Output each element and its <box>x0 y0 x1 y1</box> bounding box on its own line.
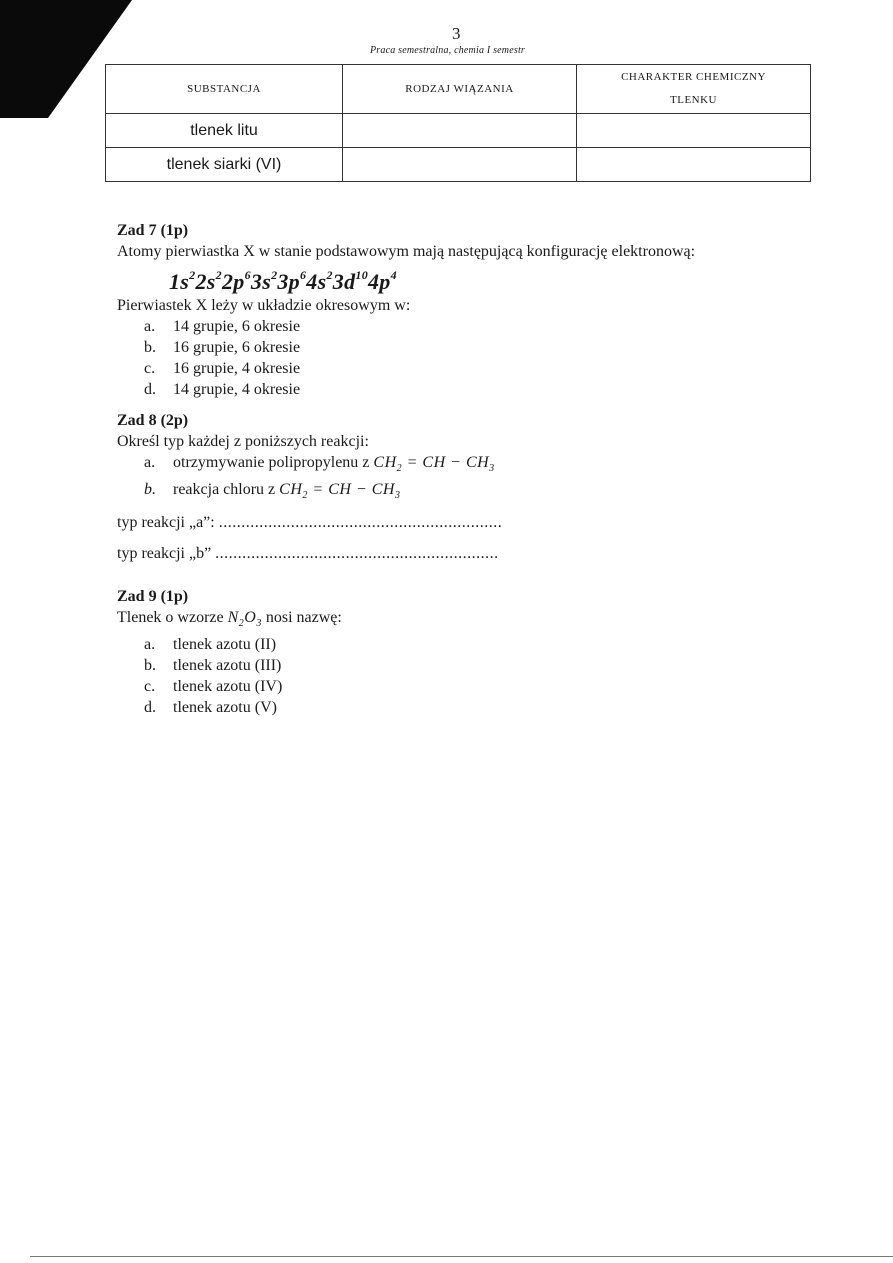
table-row <box>106 114 811 148</box>
task-7 <box>117 220 695 400</box>
task-9 <box>117 586 342 718</box>
cell-bond-type[interactable] <box>343 148 577 182</box>
column-header-character-line1: CHARAKTER CHEMICZNY <box>621 71 766 83</box>
answer-line-a[interactable]: typ reakcji „a”: ............................................................... <box>117 514 503 531</box>
electron-configuration: $1s^22s^22p^63s^23p^64s^23d^{10}4p^4$ <box>169 268 397 294</box>
option-b[interactable]: b. tlenek azotu (III) <box>144 657 282 675</box>
answer-line-b[interactable]: typ reakcji „b” ............................................................... <box>117 545 499 562</box>
reaction-item-a: a. otrzymywanie polipropylenu z $CH_2$ = CH − $CH_3$ <box>144 454 495 475</box>
footer-rule <box>30 1256 893 1257</box>
reaction-item-b: b. reakcja chloru z $CH_2$ = CH − $CH_3$ <box>144 481 401 502</box>
task-9-options <box>117 634 342 718</box>
task-8-title: Zad 8 (2p) <box>117 412 189 429</box>
task-9-title: Zad 9 (1p) <box>117 588 189 605</box>
cell-bond-type[interactable] <box>343 114 577 148</box>
oxides-table <box>105 64 811 182</box>
task-7-prompt: Pierwiastek X leży w układzie okresowym w: <box>117 297 411 314</box>
option-c[interactable]: c. tlenek azotu (IV) <box>144 678 283 696</box>
column-header-character-line2: TLENKU <box>670 94 717 106</box>
column-header-character <box>577 65 811 114</box>
column-header-substance: SUBSTANCJA <box>106 65 343 114</box>
option-d[interactable]: d. tlenek azotu (V) <box>144 699 277 717</box>
option-b[interactable]: b. 16 grupie, 6 okresie <box>144 339 301 356</box>
cell-character[interactable] <box>577 114 811 148</box>
option-c[interactable]: c. 16 grupie, 4 okresie <box>144 360 301 377</box>
cell-substance: tlenek siarki (VI) <box>106 148 343 182</box>
option-a[interactable]: a. 14 grupie, 6 okresie <box>144 318 301 335</box>
task-7-question: Atomy pierwiastka X w stanie podstawowym mają następującą konfigurację elektronową: <box>117 243 696 260</box>
propene-formula: $CH_2$ = CH − $CH_3$ <box>373 454 495 475</box>
option-d[interactable]: d. 14 grupie, 4 okresie <box>144 381 301 398</box>
task-9-question: Tlenek o wzorze $N_2O_3$ nosi nazwę: <box>117 609 342 630</box>
cell-substance: tlenek litu <box>106 114 343 148</box>
task-8 <box>117 410 495 506</box>
n2o3-formula: $N_2O_3$ <box>227 609 262 630</box>
table-row <box>106 148 811 182</box>
task-7-options <box>117 316 695 400</box>
column-header-bond-type: RODZAJ WIĄZANIA <box>343 65 577 114</box>
option-a[interactable]: a. tlenek azotu (II) <box>144 636 277 654</box>
task-8-question: Określ typ każdej z poniższych reakcji: <box>117 433 369 450</box>
task-8-items <box>117 452 495 506</box>
cell-character[interactable] <box>577 148 811 182</box>
page-header: Praca semestralna, chemia I semestr <box>370 45 526 56</box>
task-7-title: Zad 7 (1p) <box>117 222 189 239</box>
propene-formula: $CH_2$ = CH − $CH_3$ <box>279 481 401 502</box>
page-number: 3 <box>452 24 461 43</box>
